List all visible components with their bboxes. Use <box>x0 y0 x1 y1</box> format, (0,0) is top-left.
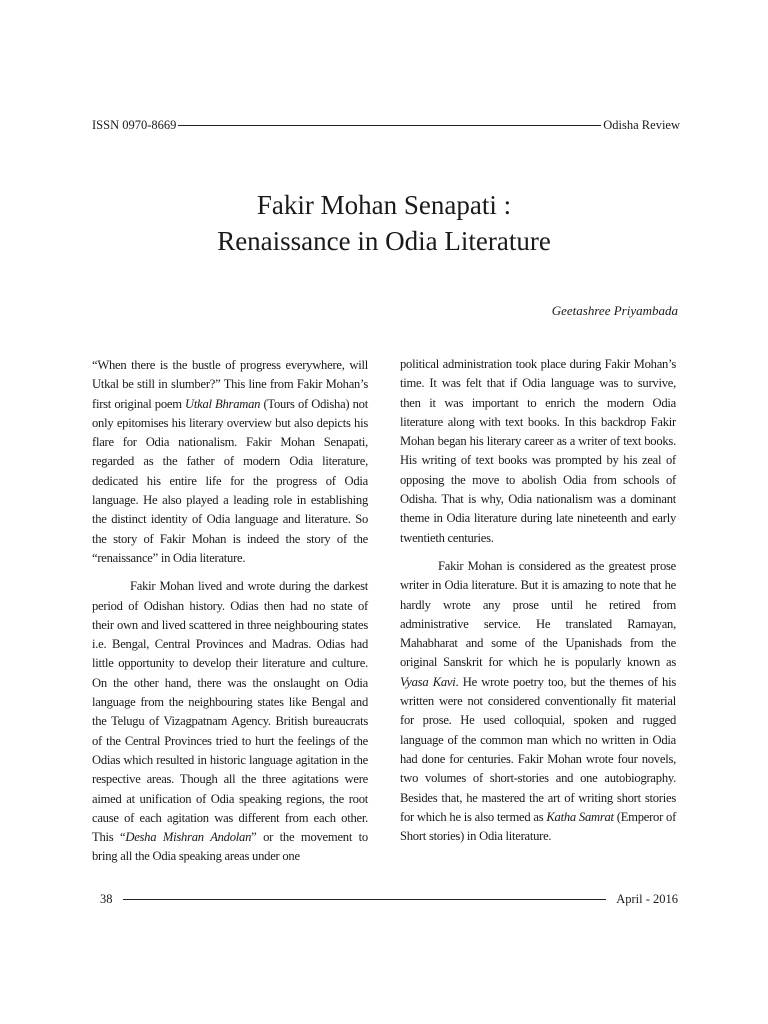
issn-label: ISSN 0970-8669 <box>92 117 177 132</box>
page-number: 38 <box>100 891 113 906</box>
running-footer <box>100 890 678 908</box>
emphasis: Utkal Bhraman <box>185 396 261 411</box>
emphasis: Vyasa Kavi <box>400 674 456 689</box>
article-title-line-2: Renaissance in Odia Literature <box>217 226 551 256</box>
paragraph: political administration took place during Fakir Mohan’s time. It was felt that if Odia language was to survive, then it was important to enrich the modern Odia literature along with text books. In this backdrop Fakir Mohan began his literary career as a writer of text books. His writing of text books was prompted by his zeal of opposing the move to abolish Odia from schools of Odisha. That is why, Odia nationalism was a dominant theme in Odia literature during late nineteenth and early twentieth centuries. <box>400 357 676 545</box>
issue-date: April - 2016 <box>616 891 678 906</box>
article-title-line-1: Fakir Mohan Senapati : <box>256 190 512 220</box>
paragraph: Fakir Mohan is considered as the greatest prose writer in Odia literature. But it is amazing to note that he hardly wrote any prose until he retired from administrative service. He translated Ramayan, Mahabharat and some of the Upanishads from the original Sanskrit for which he is popularly known as Vyasa Kavi. He wrote poetry too, but the themes of his written were not considered conventionally fit material for prose. He used colloquial, spoken and rugged language of the common man which no written in Odia had done for centuries. Fakir Mohan wrote four novels, two volumes of short-stories and one autobiography. Besides that, he mastered the art of writing short stories for which he is also termed as Katha Samrat (Emperor of Short stories) in Odia literature. <box>400 558 677 844</box>
author-name: Geetashree Priyambada <box>551 303 678 318</box>
paragraph: “When there is the bustle of progress everywhere, will Utkal be still in slumber?” This line from Fakir Mohan’s first original poem Utkal Bhraman (Tours of Odisha) not only epitomises his literary overview but also depicts his flare for Odia nationalism. Fakir Mohan Senapati, regarded as the father of modern Odia literature, dedicated his entire life for the progress of Odia language. He also played a leading role in establishing the distinct identity of Odia language and literature. So the story of Fakir Mohan is indeed the story of the “renaissance” in Odia literature. <box>92 358 368 565</box>
left-column <box>92 356 368 876</box>
emphasis: Katha Samrat <box>546 809 614 824</box>
running-header <box>92 116 680 134</box>
right-column <box>400 355 676 855</box>
emphasis: Desha Mishran Andolan <box>125 830 252 845</box>
paragraph: Fakir Mohan lived and wrote during the darkest period of Odishan history. Odias then had no state of their own and lived scattered in three neighbouring states i.e. Bengal, Central Provinces and Madras. Odias had little opportunity to develop their literature and culture. On the other hand, there was the onslaught on Odia language from the neighbouring states like Bengal and the Telugu of Vizagpatnam Agency. British bureaucrats of the Central Provinces tried to hurt the feelings of the Odias which resulted in historic language agitation in the respective areas. Though all the three agitations were aimed at unification of Odia speaking regions, the root cause of each agitation was different from each other. This “Desha Mishran Andolan” or the movement to bring all the Odia speaking areas under one <box>92 579 368 864</box>
journal-name: Odisha Review <box>603 117 680 132</box>
footer-rule <box>123 899 607 900</box>
header-rule <box>178 125 601 126</box>
